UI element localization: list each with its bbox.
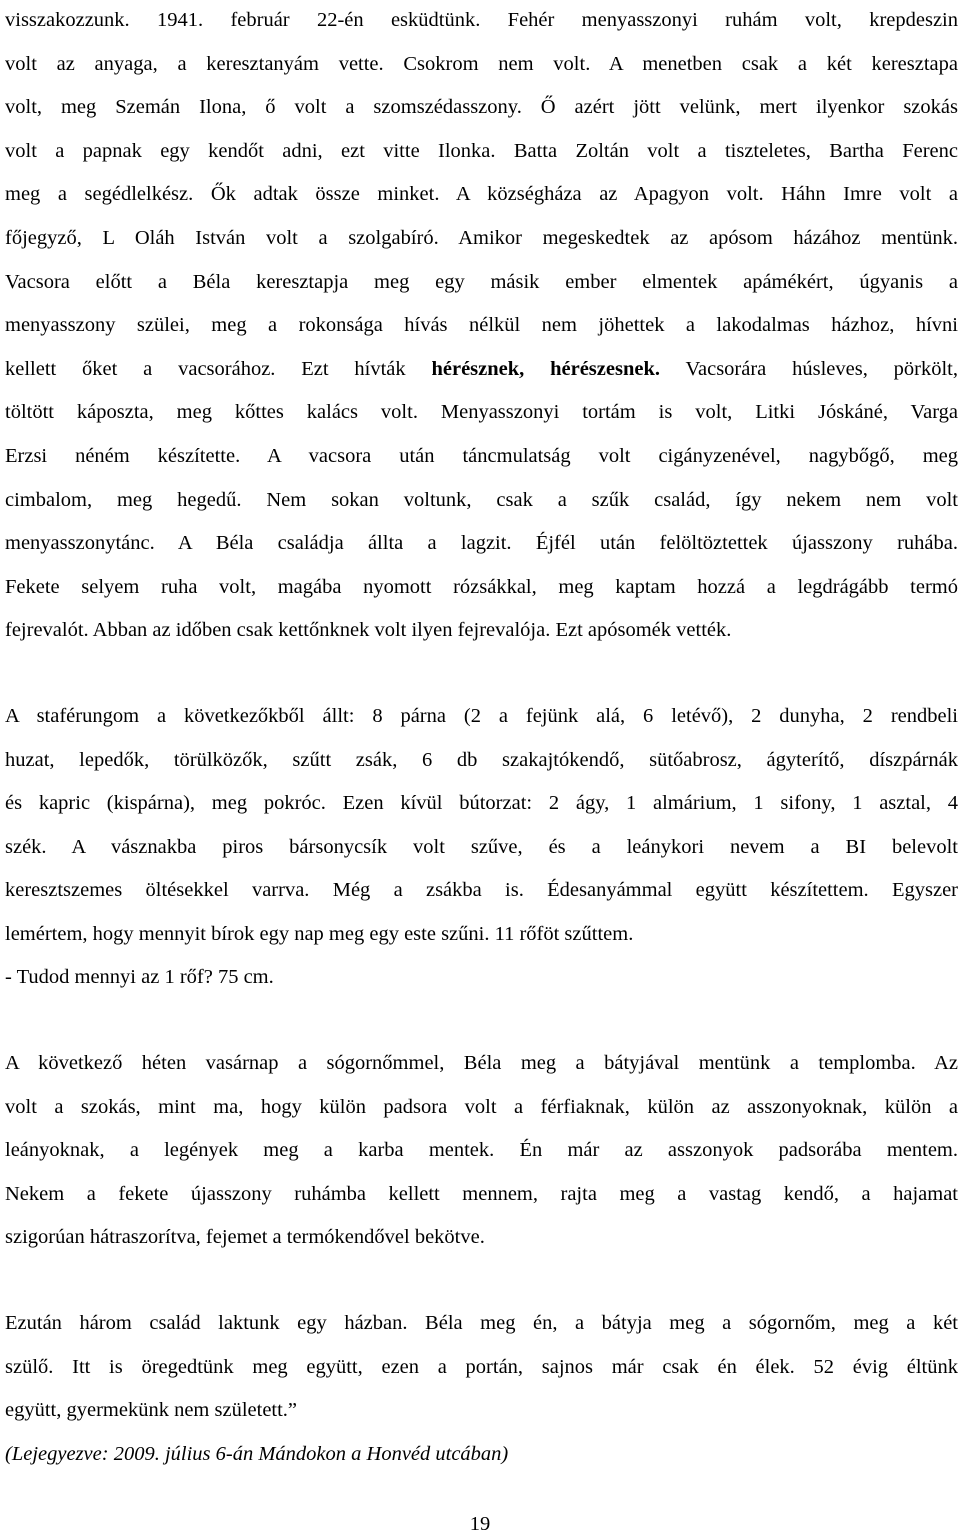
paragraph-1 (5, 0, 958, 653)
text-segment: kellett őket a vacsorához. Ezt hívták (5, 357, 432, 380)
text-line: volt az anyaga, a keresztanyám vette. Csokrom nem volt. A menetben csak a két keresztapa (5, 52, 958, 75)
text-line (5, 348, 958, 392)
recording-note: (Lejegyezve: 2009. július 6-án Mándokon a Honvéd utcában) (5, 1442, 509, 1465)
text-line: főjegyző, L Oláh István volt a szolgabíró. Amikor megeskedtek az apósom házához mentünk. (5, 226, 958, 249)
text-line: fejrevalót. Abban az időben csak kettőnknek volt ilyen fejrevalója. Ezt apósomék vették. (5, 619, 732, 642)
text-line: keresztszemes öltésekkel varrva. Még a zsákba is. Édesanyámmal együtt készítettem. Egyszer (5, 879, 958, 902)
paragraph-3 (5, 1042, 958, 1260)
text-segment: Vacsorára húsleves, pörkölt, (660, 357, 958, 380)
text-line: huzat, lepedők, törülközők, szűtt zsák, 6 db szakajtókendő, sütőabrosz, ágyterítő, díszpárnák (5, 748, 958, 771)
text-line: szülő. Itt is öregedtünk meg együtt, ezen a portán, sajnos már csak én élek. 52 évig éltünk (5, 1355, 958, 1378)
text-line: volt a papnak egy kendőt adni, ezt vitte Ilonka. Batta Zoltán volt a tiszteletes, Bartha Ferenc (5, 139, 958, 162)
paragraph-2 (5, 695, 958, 1000)
bold-term: hérésznek, hérészesnek. (431, 357, 660, 380)
text-line: cimbalom, meg hegedű. Nem sokan voltunk, csak a szűk család, így nekem nem volt (5, 488, 958, 511)
text-line: visszakozzunk. 1941. február 22-én esküdtünk. Fehér menyasszonyi ruhám volt, krepdeszin (5, 9, 958, 31)
text-line: menyasszony szülei, meg a rokonsága hívás nélkül nem jöhettek a lakodalmas házhoz, hívni (5, 314, 958, 337)
text-line: Erzsi néném készítette. A vacsora után táncmulatság volt cigányzenével, nagybőgő, meg (5, 444, 958, 467)
text-line: Nekem a fekete újasszony ruhámba kellett mennem, rajta meg a vastag kendő, a hajamat (5, 1182, 958, 1205)
document-page (5, 0, 958, 1476)
page-number: 19 (469, 1513, 491, 1535)
text-line: menyasszonytánc. A Béla családja állta a lagzit. Éjfél után felöltöztettek újasszony ruhába. (5, 532, 958, 555)
text-line: szék. A vásznakba piros bársonycsík volt szűve, és a leánykori nevem a BI belevolt (5, 835, 958, 858)
text-line: és kapric (kispárna), meg pokróc. Ezen kívül bútorzat: 2 ágy, 1 almárium, 1 sifony, 1 asztal, 4 (5, 792, 958, 815)
text-line: lemértem, hogy mennyit bírok egy nap meg egy este szűni. 11 rőföt szűttem. (5, 922, 634, 945)
text-line: Ezután három család laktunk egy házban. Béla meg én, a bátyja meg a sógornőm, meg a két (5, 1312, 958, 1335)
text-line: együtt, gyermekünk nem született.” (5, 1399, 298, 1422)
text-line: A staférungom a következőkből állt: 8 párna (2 a fejünk alá, 6 letévő), 2 dunyha, 2 rendbeli (5, 704, 958, 727)
text-line: volt a szokás, mint ma, hogy külön padsora volt a férfiaknak, külön az asszonyoknak, külön a (5, 1095, 958, 1118)
paragraph-4 (5, 1302, 958, 1476)
text-line: volt, meg Szemán Ilona, ő volt a szomszédasszony. Ő azért jött velünk, mert ilyenkor szokás (5, 96, 958, 119)
text-line: leányoknak, a legények meg a karba mentek. Én már az asszonyok padsorába mentem. (5, 1139, 958, 1162)
dialogue-line: - Tudod mennyi az 1 rőf? 75 cm. (5, 966, 274, 989)
text-line: Fekete selyem ruha volt, magába nyomott rózsákkal, meg kaptam hozzá a legdrágább termó (5, 575, 958, 598)
text-line: meg a segédlelkész. Ők adtak össze minket. A községháza az Apagyon volt. Háhn Imre volt a (5, 183, 958, 206)
text-line: Vacsora előtt a Béla keresztapja meg egy másik ember elmentek apámékért, úgyanis a (5, 270, 958, 293)
text-line: szigorúan hátraszorítva, fejemet a termókendővel bekötve. (5, 1226, 485, 1249)
text-line: A következő héten vasárnap a sógornőmmel, Béla meg a bátyjával mentünk a templomba. Az (5, 1052, 958, 1075)
text-line: töltött káposzta, meg kőttes kalács volt. Menyasszonyi tortám is volt, Litki Jóskáné, Varga (5, 401, 958, 424)
